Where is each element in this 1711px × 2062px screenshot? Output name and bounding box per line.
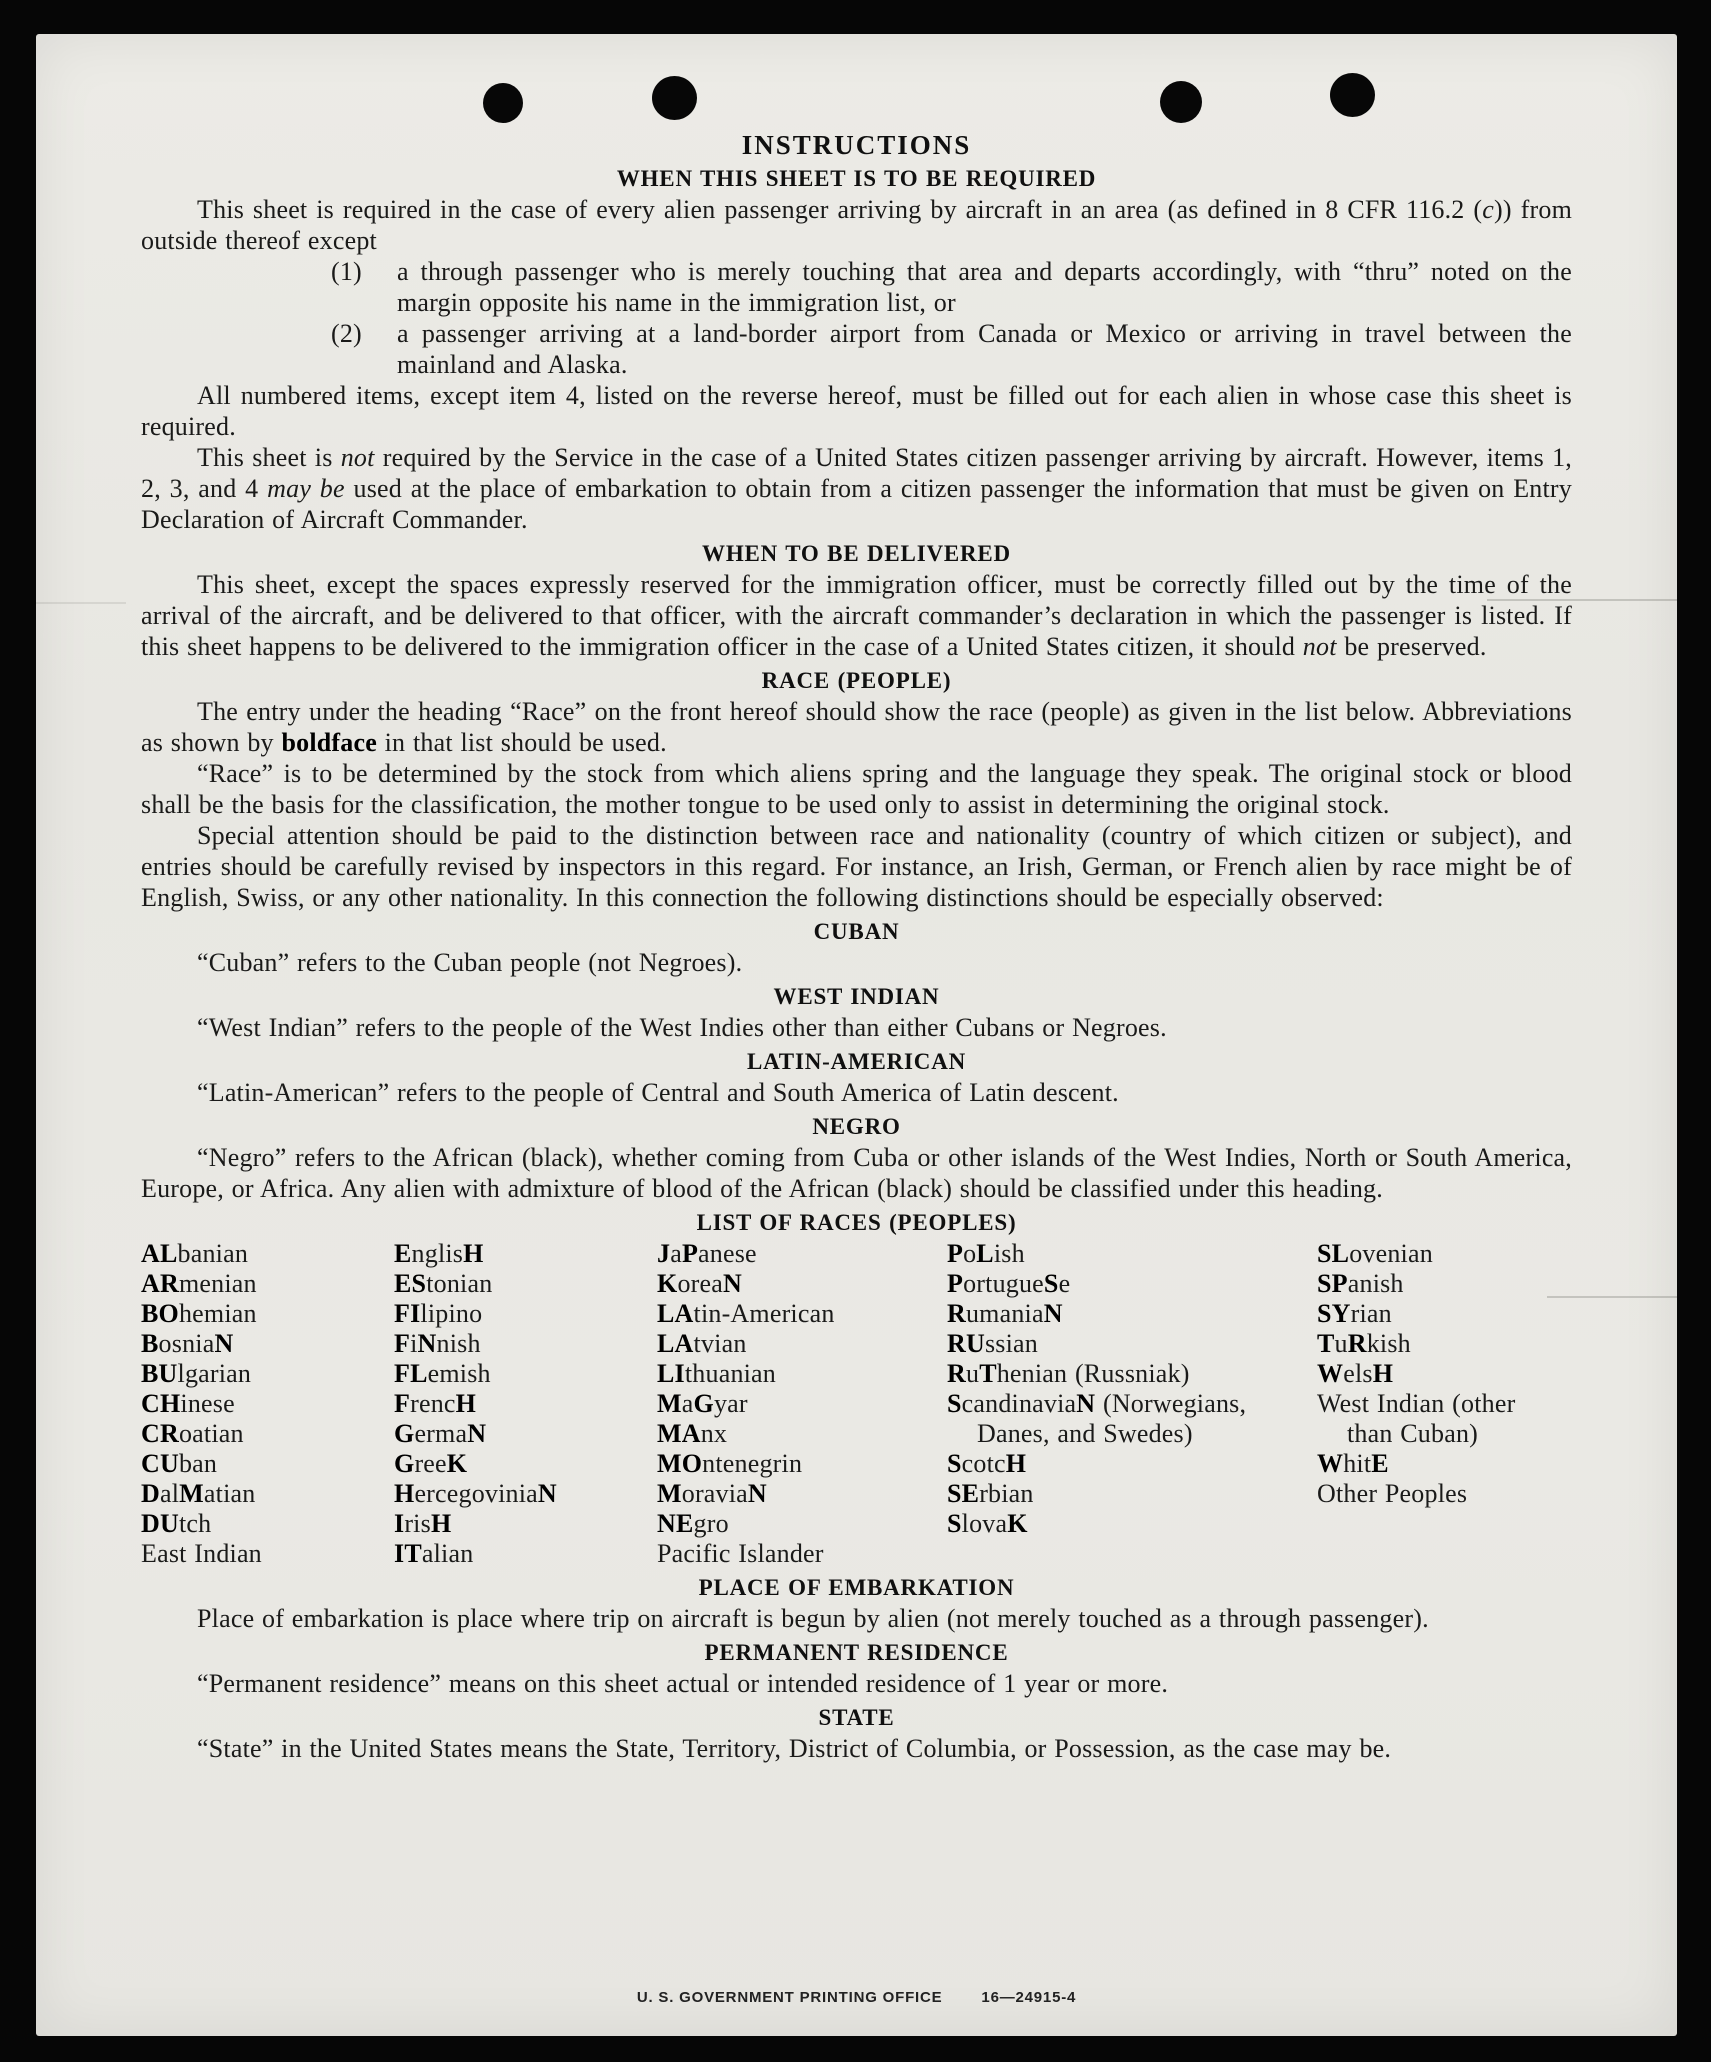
race-entry: FrencH [394,1389,477,1418]
heading-permanent-residence: PERMANENT RESIDENCE [704,1640,1009,1665]
paragraph-race-determined: “Race” is to be determined by the stock from which aliens spring and the language they speak. The original stock or blood shall be the basis for the classification, the mother tongue to be used only to assist in determining the original stock. [141,759,1572,819]
item-text: a through passenger who is merely touching that area and departs accordingly, with “thru” noted on the margin opposite his name in the immigration list, or [397,257,1572,317]
race-entry: ALbanian [141,1239,249,1268]
race-entry: FiNnish [394,1329,481,1358]
numbered-item-1 [331,256,1572,318]
races-column-2 [394,1239,657,1569]
race-entry: ITalian [394,1539,474,1568]
race-entry: RuThenian (Russniak) [947,1359,1190,1388]
heading-cuban: CUBAN [813,919,900,944]
paragraph-race-entry: The entry under the heading “Race” on the front hereof should show the race (people) as given in the list below. Abbreviations as shown by boldface in that list should be used. [141,697,1572,757]
race-entry: BosniaN [141,1329,234,1358]
race-entry: KoreaN [657,1269,742,1298]
paragraph-cuban: “Cuban” refers to the Cuban people (not Negroes). [197,948,743,977]
races-table [141,1239,1572,1569]
race-entry: JaPanese [657,1239,757,1268]
race-entry: LIthuanian [657,1359,777,1388]
footer-imprint [36,1989,1677,2006]
race-entry: MaGyar [657,1389,748,1418]
race-entry: BOhemian [141,1299,257,1328]
heading-latin-american: LATIN-AMERICAN [746,1049,967,1074]
paragraph-required-intro: This sheet is required in the case of every alien passenger arriving by aircraft in an area (as defined in 8 CFR 116.2 (c)) from outside thereof except [141,195,1572,255]
race-entry: SErbian [947,1479,1034,1508]
race-entry: NEgro [657,1509,729,1538]
race-entry: SLovenian [1317,1239,1433,1268]
paragraph-embarkation: Place of embarkation is place where trip on aircraft is begun by alien (not merely touched as a through passenger). [197,1604,1429,1633]
race-entry: CRoatian [141,1419,244,1448]
heading-race-people: RACE (PEOPLE) [761,668,952,693]
print-code: 16—24915-4 [981,1989,1077,2006]
race-entry: IrisH [394,1509,452,1538]
race-entry: EStonian [394,1269,493,1298]
race-entry: DalMatian [141,1479,256,1508]
heading-when-delivered: WHEN TO BE DELIVERED [702,541,1011,566]
heading-negro: NEGRO [812,1114,901,1139]
race-entry: HercegoviniaN [394,1479,557,1508]
race-entry: PoLish [947,1239,1025,1268]
paragraph-negro: “Negro” refers to the African (black), whether coming from Cuba or other islands of the West Indies, North or South America, Europe, or Africa. Any alien with admixture of blood of the African (black) should be classified under this heading. [141,1143,1572,1203]
heading-when-required: WHEN THIS SHEET IS TO BE REQUIRED [616,166,1097,191]
paper-sheet [36,34,1677,2036]
race-entry: WhitE [1317,1449,1389,1478]
race-entry: RumaniaN [947,1299,1063,1328]
paragraph-latin-american: “Latin-American” refers to the people of Central and South America of Latin descent. [197,1078,1119,1107]
numbered-item-2 [331,318,1572,380]
races-column-5 [1317,1239,1572,1569]
race-entry: TuRkish [1317,1329,1411,1358]
races-column-3 [657,1239,947,1569]
heading-place-of-embarkation: PLACE OF EMBARKATION [698,1575,1015,1600]
race-entry: LAtin-American [657,1299,835,1328]
race-entry: LAtvian [657,1329,747,1358]
printer-name: U. S. GOVERNMENT PRINTING OFFICE [636,1989,943,2006]
race-entry: CHinese [141,1389,235,1418]
item-number: (1) [331,257,362,286]
race-entry: ScotcH [947,1449,1027,1478]
race-entry: FIlipino [394,1299,483,1328]
page-title: INSTRUCTIONS [741,130,972,160]
item-text: a passenger arriving at a land-border airport from Canada or Mexico or arriving in travel between the mainland and Alaska. [397,319,1572,379]
races-column-4 [947,1239,1317,1569]
paragraph-not-required: This sheet is not required by the Service in the case of a United States citizen passenger arriving by aircraft. However, items 1, 2, 3, and 4 may be used at the place of embarkation to obtain from a citizen passenger the information that must be given on Entry Declaration of Aircraft Commander. [141,443,1573,534]
race-entry: Pacific Islander [657,1539,824,1568]
paragraph-state: “State” in the United States means the State, Territory, District of Columbia, or Possession, as the case may be. [197,1734,1392,1763]
paragraph-west-indian: “West Indian” refers to the people of the West Indies other than either Cubans or Negroes. [197,1013,1167,1042]
races-column-1 [141,1239,394,1569]
race-entry: East Indian [141,1539,262,1568]
race-entry: West Indian (other than Cuban) [1317,1389,1516,1448]
race-entry: CUban [141,1449,218,1478]
paragraph-numbered-items: All numbered items, except item 4, listed on the reverse hereof, must be filled out for each alien in whose case this sheet is required. [141,381,1572,441]
race-entry: MoraviaN [657,1479,767,1508]
race-entry: MAnx [657,1419,728,1448]
race-entry: PortugueSe [947,1269,1071,1298]
race-entry: MOntenegrin [657,1449,803,1478]
race-entry: EnglisH [394,1239,484,1268]
document-content [36,34,1677,1764]
race-entry: BUlgarian [141,1359,252,1388]
paragraph-race-nationality: Special attention should be paid to the distinction between race and nationality (country of which citizen or subject), and entries should be carefully revised by inspectors in this regard. For instance, an Irish, German, or French alien by race might be of English, Swiss, or any other nationality. In this connection the following distinctions should be especially observed: [141,821,1572,912]
race-entry: RUssian [947,1329,1038,1358]
item-number: (2) [331,319,362,348]
race-entry: DUtch [141,1509,212,1538]
race-entry: ARmenian [141,1269,257,1298]
heading-list-of-races: LIST OF RACES (PEOPLES) [696,1210,1017,1235]
race-entry: SYrian [1317,1299,1392,1328]
race-entry: GreeK [394,1449,468,1478]
race-entry: Other Peoples [1317,1479,1468,1508]
heading-state: STATE [818,1705,895,1730]
paragraph-delivered: This sheet, except the spaces expressly reserved for the immigration officer, must be correctly filled out by the time of the arrival of the aircraft, and be delivered to that officer, with the aircraft commander’s declaration in which the passenger is listed. If this sheet happens to be delivered to the immigration officer in the case of a United States citizen, it should not be preserved. [141,570,1572,661]
race-entry: SlovaK [947,1509,1028,1538]
paragraph-residence: “Permanent residence” means on this sheet actual or intended residence of 1 year or more. [197,1669,1169,1698]
race-entry: WelsH [1317,1359,1394,1388]
race-entry: FLemish [394,1359,491,1388]
race-entry: GermaN [394,1419,487,1448]
race-entry: ScandinaviaN (Norwegians, Danes, and Swedes) [947,1389,1247,1448]
race-entry: SPanish [1317,1269,1404,1298]
heading-west-indian: WEST INDIAN [773,984,940,1009]
